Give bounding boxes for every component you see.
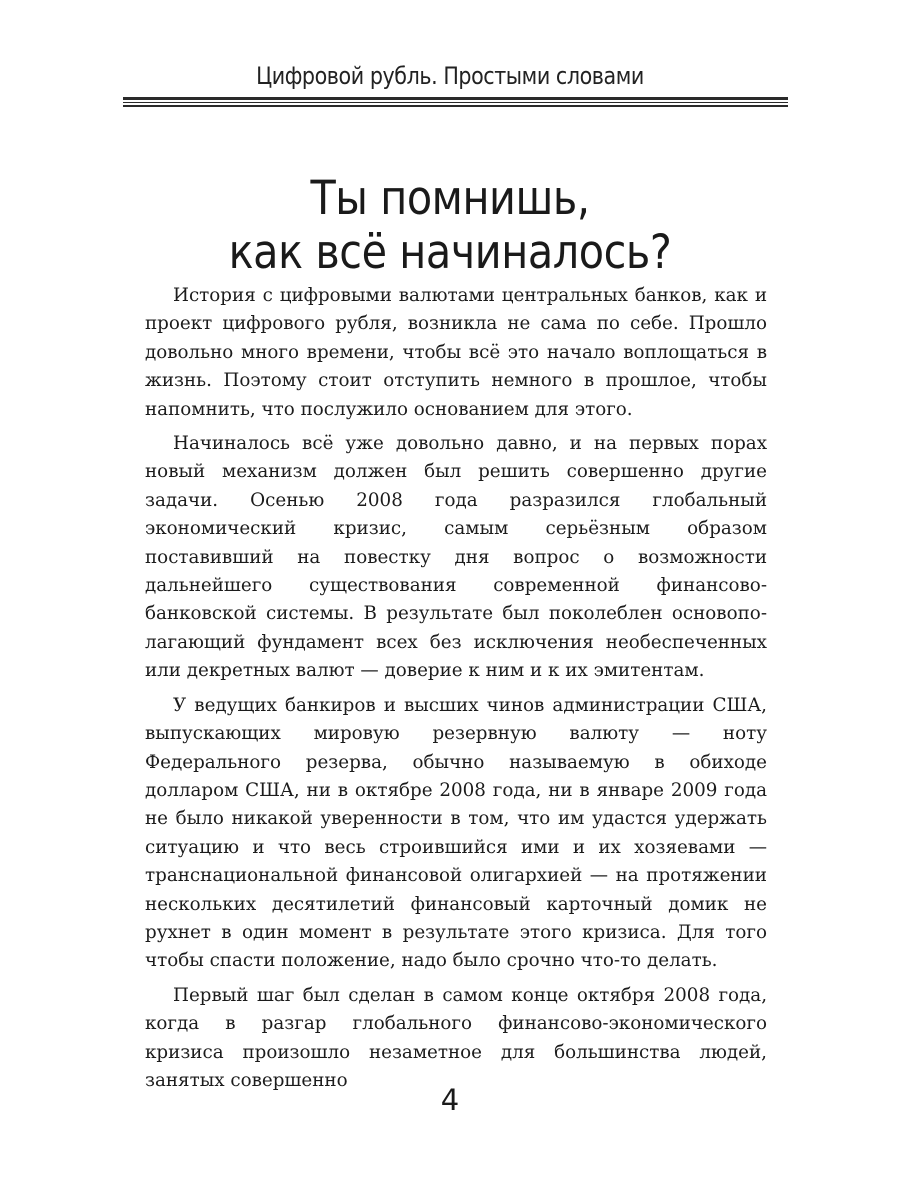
header-rule	[123, 105, 788, 107]
body-text	[145, 282, 767, 1101]
paragraph: История с цифровыми валютами центральных банков, как и проект цифрового рубля, возникла не сама по себе. Прошло довольно много времени, чтобы всё это начало воплощаться в жизнь. Поэтому стоит отступить немного в прошлое, чтобы напомнить, что послужило основанием для этого.	[145, 285, 767, 420]
chapter-title-line: как всё начиналось?	[228, 225, 672, 280]
header-rule	[123, 97, 788, 100]
paragraph: У ведущих банкиров и высших чинов администрации США, выпускающих мировую резервную валюту — ноту Федерального резерва, обычно называемую в обиходе долларом США, ни в октябре 2008 года, ни в январе 2009 года не было никакой уверенности в том, что им удастся удержать ситуацию и что весь строившийся ими и их хозяевами — транснациональной финансовой олигархией — на протяжении нескольких десятилетий финансовый карточный домик не рухнет в один момент в результате этого кризиса. Для того чтобы спасти положение, надо было срочно что-то делать.	[145, 694, 767, 972]
header-rule	[123, 102, 788, 103]
running-title: Цифровой рубль. Простыми словами	[256, 62, 644, 90]
paragraph: Первый шаг был сделан в самом конце октября 2008 года, когда в разгар глобального финансово-экономического кризиса произошло незаметное для большинства людей, занятых совершенно	[145, 984, 767, 1091]
chapter-title-line: Ты помнишь,	[310, 171, 590, 226]
chapter-title	[0, 172, 900, 280]
page-number: 4	[440, 1083, 460, 1117]
paragraph: Начиналось всё уже довольно давно, и на первых порах новый механизм должен был решить совершенно другие задачи. Осенью 2008 года разразился глобальный экономический кризис, самым серьёзным образом поставивший на повестку дня вопрос о возможности дальнейшего существования современной финансово-банковской системы. В результате был поколеблен основополагающий фундамент всех без исключения необеспеченных или декретных валют — доверие к ним и к их эмитентам.	[145, 433, 767, 682]
